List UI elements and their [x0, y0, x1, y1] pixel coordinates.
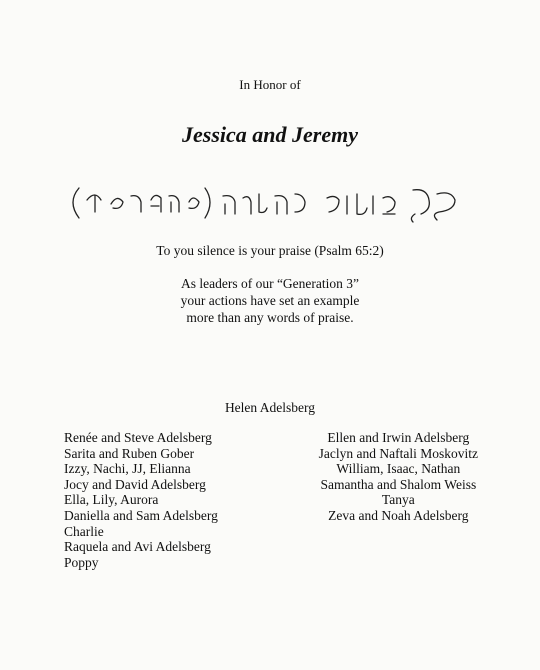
family-list-left — [64, 430, 218, 570]
handwritten-hebrew-verse — [65, 180, 470, 224]
list-item: Tanya — [381, 492, 415, 508]
intro-text: In Honor of — [239, 77, 301, 92]
verse-translation: To you silence is your praise (Psalm 65:2) — [156, 243, 384, 258]
message-line: As leaders of our “Generation 3” — [180, 276, 360, 291]
signer-name: Helen Adelsberg — [224, 400, 316, 415]
list-item: Charlie — [64, 523, 104, 539]
list-item: Jaclyn and Naftali Moskovitz — [318, 445, 478, 461]
list-item: Ellen and Irwin Adelsberg — [327, 430, 470, 445]
list-item: Poppy — [64, 554, 99, 570]
list-item: Renée and Steve Adelsberg — [64, 430, 212, 445]
tribute-message — [0, 275, 540, 326]
list-item: Izzy, Nachi, JJ, Elianna — [64, 461, 191, 477]
list-item: Zeva and Noah Adelsberg — [328, 507, 469, 523]
list-item: Sarita and Ruben Gober — [64, 445, 195, 461]
family-list-right — [319, 430, 478, 524]
message-line: more than any words of praise. — [186, 310, 354, 325]
list-item: Ella, Lily, Aurora — [64, 492, 159, 508]
list-item: Samantha and Shalom Weiss — [320, 476, 477, 492]
honoree-title: Jessica and Jeremy — [182, 122, 358, 147]
list-item: Raquela and Avi Adelsberg — [64, 539, 211, 555]
list-item: Jocy and David Adelsberg — [64, 476, 206, 492]
list-item: William, Isaac, Nathan — [336, 461, 461, 477]
message-line: your actions have set an example — [180, 293, 360, 308]
list-item: Daniella and Sam Adelsberg — [64, 507, 218, 523]
